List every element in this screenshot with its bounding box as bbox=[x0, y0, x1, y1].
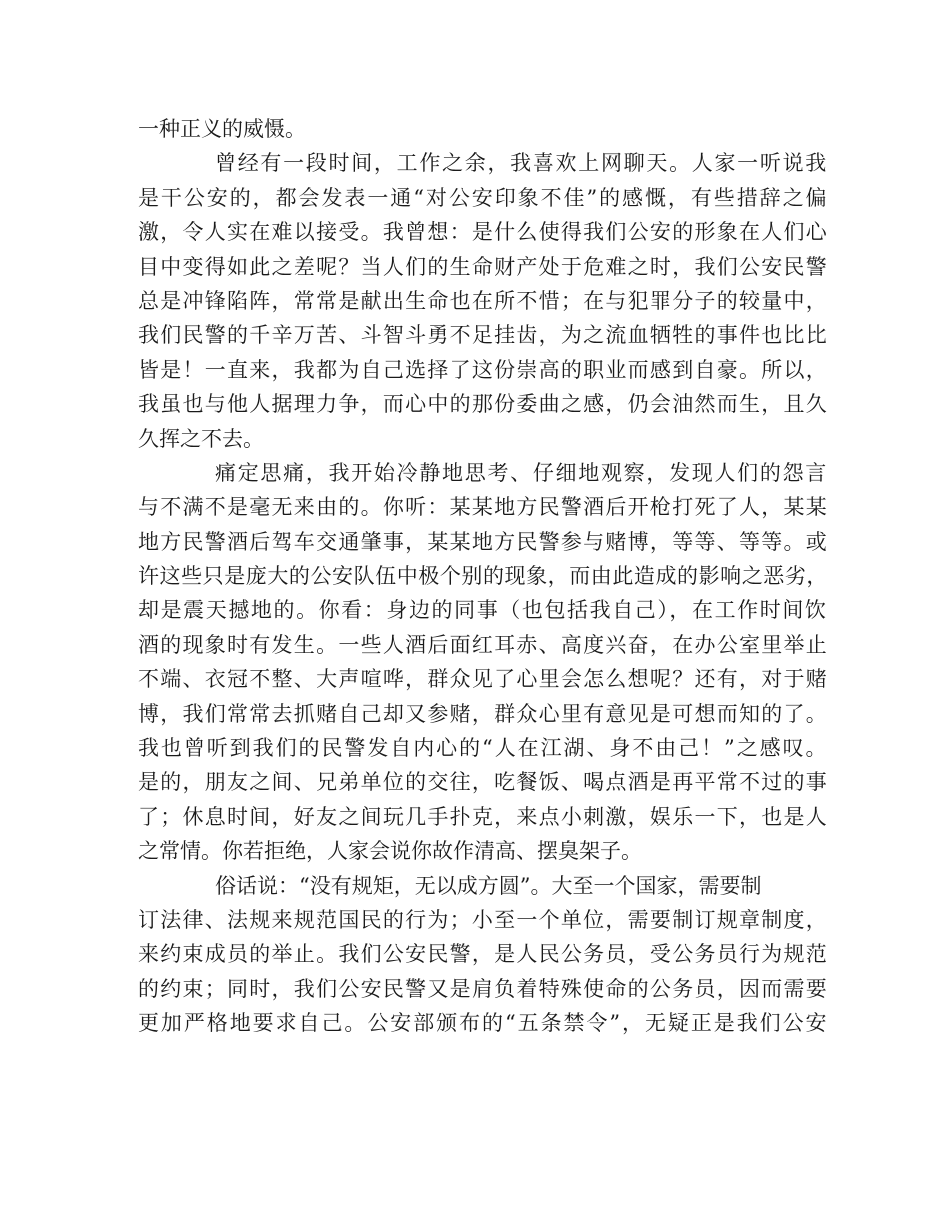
text-line: 的约束；同时，我们公安民警又是肩负着特殊使命的公务员，因而需要 bbox=[138, 976, 828, 1001]
text-line: 久挥之不去。 bbox=[138, 426, 264, 451]
text-line: 了；休息时间，好友之间玩几手扑克，来点小刺激，娱乐一下，也是人 bbox=[138, 804, 828, 829]
text-line: 更加严格地要求自己。公安部颁布的“五条禁令”，无疑正是我们公安 bbox=[138, 1011, 829, 1036]
text-line: 总是冲锋陷阵，常常是献出生命也在所不惜；在与犯罪分子的较量中， bbox=[138, 288, 828, 313]
text-line: 不端、衣冠不整、大声喧哗，群众见了心里会怎么想呢？还有，对于赌 bbox=[138, 667, 828, 692]
text-line: 一种正义的威慑。 bbox=[138, 117, 306, 141]
text-line: 我们民警的千辛万苦、斗智斗勇不足挂齿，为之流血牺牲的事件也比比 bbox=[138, 323, 828, 348]
text-line: 俗话说：“没有规矩，无以成方圆”。大至一个国家，需要制 bbox=[215, 873, 762, 898]
text-line: 是的，朋友之间、兄弟单位的交往，吃餐饭、喝点酒是再平常不过的事 bbox=[138, 770, 828, 795]
document-body bbox=[138, 112, 828, 1041]
text-line: 地方民警酒后驾车交通肇事，某某地方民警参与赌博，等等、等等。或 bbox=[138, 529, 828, 554]
text-line: 痛定思痛，我开始冷静地思考、仔细地观察，发现人们的怨言 bbox=[215, 460, 828, 485]
text-line: 博，我们常常去抓赌自己却又参赌，群众心里有意见是可想而知的了。 bbox=[138, 701, 828, 726]
text-line: 我虽也与他人据理力争，而心中的那份委曲之感，仍会油然而生，且久 bbox=[138, 392, 828, 417]
text-line: 来约束成员的举止。我们公安民警，是人民公务员，受公务员行为规范 bbox=[138, 942, 828, 967]
text-line: 目中变得如此之差呢？当人们的生命财产处于危难之时，我们公安民警 bbox=[138, 254, 828, 279]
text-line: 激，令人实在难以接受。我曾想：是什么使得我们公安的形象在人们心 bbox=[138, 220, 828, 245]
text-line: 我也曾听到我们的民警发自内心的“人在江湖、身不由己！”之感叹。 bbox=[138, 736, 829, 761]
text-line: 却是震天撼地的。你看：身边的同事（也包括我自己），在工作时间饮 bbox=[138, 598, 828, 623]
text-line: 许这些只是庞大的公安队伍中极个别的现象，而由此造成的影响之恶劣， bbox=[138, 564, 828, 589]
text-line: 皆是！一直来，我都为自己选择了这份崇高的职业而感到自豪。所以， bbox=[138, 357, 828, 382]
text-line: 是干公安的，都会发表一通“对公安印象不佳”的感慨，有些措辞之偏 bbox=[138, 185, 829, 210]
text-line: 订法律、法规来规范国民的行为；小至一个单位，需要制订规章制度， bbox=[138, 907, 828, 932]
text-line: 之常情。你若拒绝，人家会说你故作清高、摆臭架子。 bbox=[138, 839, 642, 864]
text-line: 与不满不是毫无来由的。你听：某某地方民警酒后开枪打死了人，某某 bbox=[138, 495, 828, 520]
text-line: 酒的现象时有发生。一些人酒后面红耳赤、高度兴奋，在办公室里举止 bbox=[138, 632, 828, 657]
text-line: 曾经有一段时间，工作之余，我喜欢上网聊天。人家一听说我 bbox=[215, 151, 828, 176]
